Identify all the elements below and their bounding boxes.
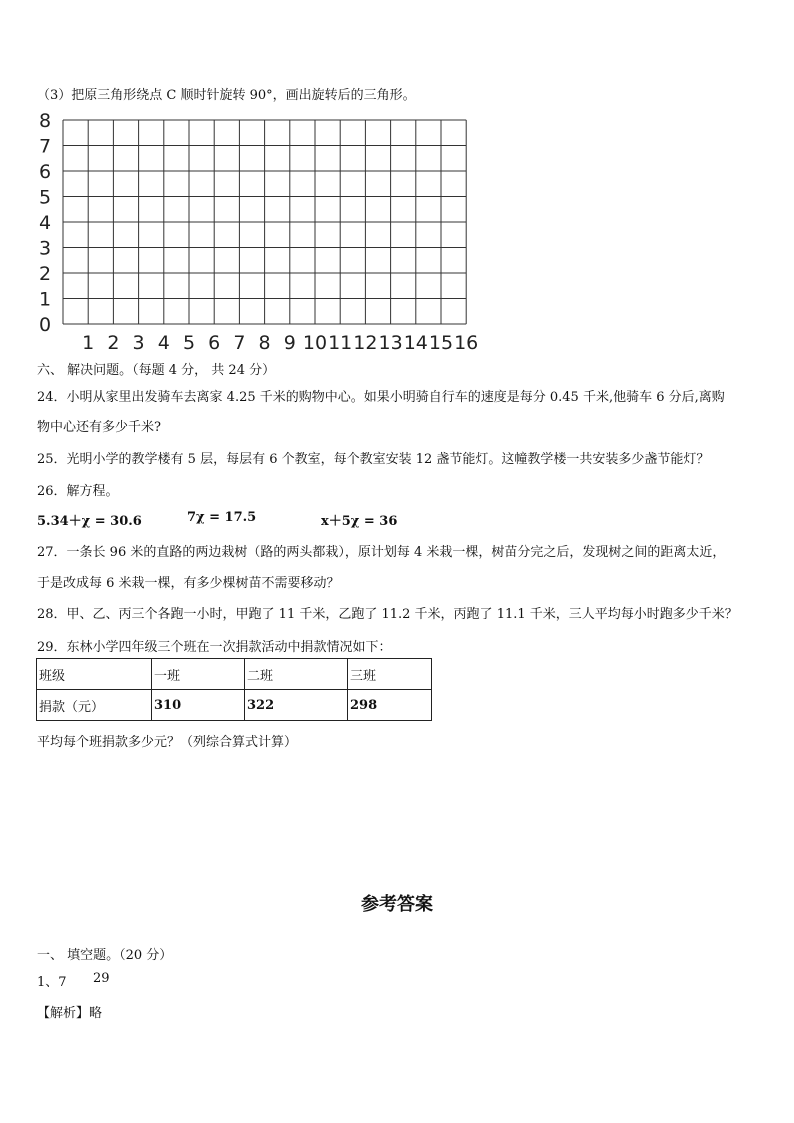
q27-line1: 27．一条长 96 米的直路的两边栽树（路的两头都栽），原计划每 4 米栽一棵，树苗分完之后，发现树之间的距离太近， [37,545,726,560]
x-tick-label: 9 [283,332,296,350]
q24-line1: 24．小明从家里出发骑车去离家 4.25 千米的购物中心。如果小明骑自行车的速度是每分 0.45 千米,他骑车 6 分后,离购 [37,390,725,405]
y-tick-label: 7 [38,135,52,158]
x-axis-labels [82,332,478,350]
x-tick-label: 15 [428,332,454,350]
table-cell: 二班 [245,659,348,690]
x-tick-label: 13 [378,332,403,350]
x-tick-label: 7 [233,332,246,350]
table-cell: 310 [152,690,245,721]
table-cell: 322 [245,690,348,721]
y-tick-label: 8 [38,110,52,132]
q28-text: 28．甲、乙、丙三个各跑一小时，甲跑了 11 千米，乙跑了 11.2 千米，丙跑了 11.1 千米，三人平均每小时跑多少千米？ [37,607,738,622]
section6-title: 六、 解决问题。（每题 4 分， 共 24 分） [37,363,276,378]
answer-analysis: 【解析】略 [37,1006,103,1021]
q27-line2: 于是改成每 6 米栽一棵，有多少棵树苗不需要移动？ [37,576,340,591]
x-tick-label: 8 [258,332,271,350]
x-tick-label: 11 [328,332,353,350]
q26-label: 26．解方程。 [37,484,119,499]
x-tick-label: 10 [302,332,328,350]
answer-1-number: 1、7 [37,975,67,990]
q26-equation-2: 7χ = 17.5 [187,510,257,525]
y-tick-label: 4 [38,212,52,234]
x-tick-label: 4 [157,332,170,350]
x-tick-label: 5 [182,332,196,350]
table-header-row [37,659,432,690]
table-cell: 捐款（元） [37,690,152,721]
q29-question: 平均每个班捐款多少元？（列综合算式计算） [37,735,298,750]
y-tick-label: 2 [38,263,52,285]
x-tick-label: 12 [353,332,378,350]
y-tick-label: 6 [38,161,52,183]
y-tick-label: 3 [38,237,52,260]
table-cell: 班级 [37,659,152,690]
y-axis-labels [39,110,51,336]
x-tick-label: 6 [208,332,221,350]
q26-equation-3: x＋5χ = 36 [321,514,398,529]
table-cell: 298 [348,690,432,721]
q29-intro: 29．东林小学四年级三个班在一次捐款活动中捐款情况如下： [37,640,392,655]
x-tick-label: 3 [132,332,145,350]
coordinate-grid [28,108,488,350]
q25-text: 25．光明小学的教学楼有 5 层，每层有 6 个教室，每个教室安装 12 盏节能灯。这幢教学楼一共安装多少盏节能灯？ [37,452,710,467]
table-cell: 一班 [152,659,245,690]
q3-instruction: （3）把原三角形绕点 C 顺时针旋转 90°，画出旋转后的三角形。 [37,88,416,103]
y-tick-label: 5 [38,186,52,209]
q24-line2: 物中心还有多少千米? [37,420,161,435]
donation-table [36,658,432,721]
grid-lines [63,120,466,324]
answer-1-value: 29 [93,971,110,986]
answers-title: 参考答案 [361,894,433,915]
x-tick-label: 14 [403,332,428,350]
answers-section1: 一、 填空题。（20 分） [37,948,173,963]
y-tick-label: 0 [38,314,52,336]
q26-equation-1: 5.34＋χ = 30.6 [37,514,142,529]
y-tick-label: 1 [38,288,52,311]
table-cell: 三班 [348,659,432,690]
table-row [37,690,432,721]
x-tick-label: 2 [107,332,120,350]
x-tick-label: 1 [82,332,95,350]
x-tick-label: 16 [454,332,479,350]
